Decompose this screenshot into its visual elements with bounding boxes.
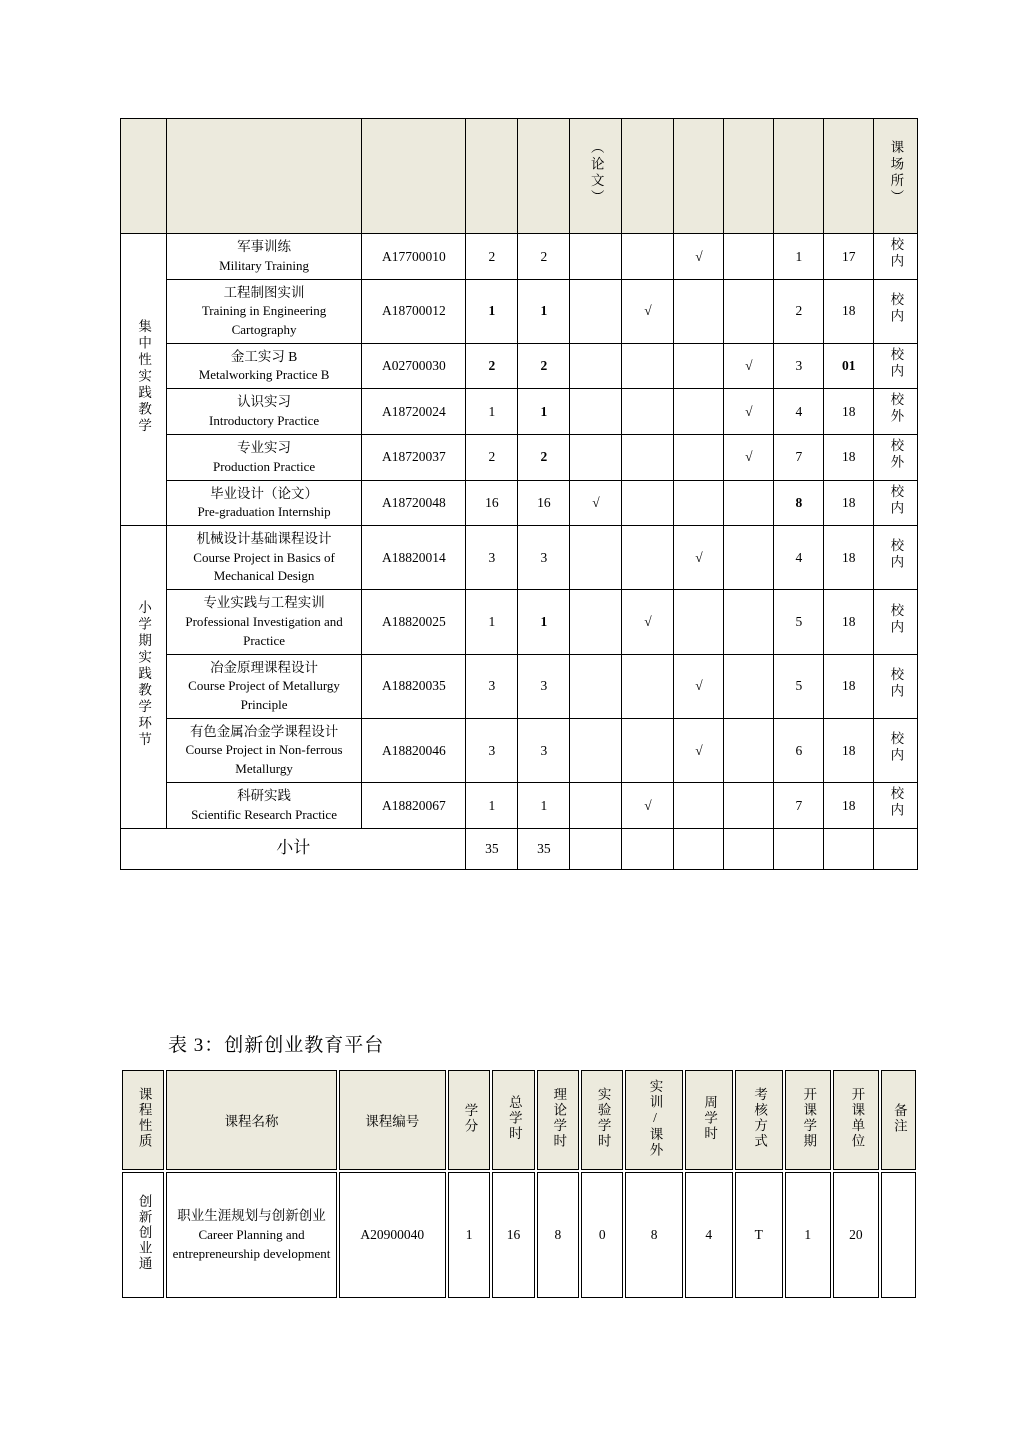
mark-a-cell (622, 434, 674, 480)
header-cell-course-name (166, 119, 362, 234)
remark-cell (881, 1172, 916, 1298)
table-row (121, 654, 918, 718)
mark-b-cell (674, 343, 724, 389)
subtotal-credits: 35 (466, 828, 518, 869)
term-cell: 7 (774, 783, 824, 829)
table-row (121, 279, 918, 343)
table-row (121, 783, 918, 829)
course-code-cell: A20900040 (339, 1172, 446, 1298)
course-code-cell: A18820025 (362, 590, 466, 654)
course-code-cell: A18820035 (362, 654, 466, 718)
subtotal-label: 小计 (121, 828, 466, 869)
course-code-cell: A18720048 (362, 480, 466, 526)
thesis-cell (570, 234, 622, 280)
header-cell-unit (824, 119, 874, 234)
hours-cell: 3 (518, 526, 570, 590)
unit-cell: 01 (824, 343, 874, 389)
thesis-cell (570, 279, 622, 343)
mark-a-cell: √ (622, 590, 674, 654)
thesis-cell (570, 526, 622, 590)
hours-cell: 1 (518, 783, 570, 829)
mark-c-cell (724, 480, 774, 526)
mark-c-cell (724, 783, 774, 829)
weekly-hours-cell: 4 (685, 1172, 733, 1298)
subtotal-a (622, 828, 674, 869)
mark-b-cell (674, 590, 724, 654)
unit-cell: 18 (824, 718, 874, 782)
thesis-cell (570, 434, 622, 480)
place-cell: 校外 (874, 389, 918, 435)
mark-a-cell (622, 234, 674, 280)
table-row (121, 389, 918, 435)
mark-c-cell (724, 718, 774, 782)
term-cell: 3 (774, 343, 824, 389)
mark-b-cell (674, 434, 724, 480)
term-cell: 5 (774, 654, 824, 718)
subtotal-term (774, 828, 824, 869)
unit-cell: 18 (824, 389, 874, 435)
course-name-cell: 专业实习 Production Practice (166, 434, 362, 480)
mark-a-cell (622, 526, 674, 590)
mark-a-cell: √ (622, 783, 674, 829)
credits-cell: 1 (466, 783, 518, 829)
course-code-cell: A18720037 (362, 434, 466, 480)
place-cell: 校内 (874, 279, 918, 343)
credits-cell: 3 (466, 654, 518, 718)
place-cell: 校内 (874, 480, 918, 526)
mark-b-cell (674, 389, 724, 435)
credits-cell: 3 (466, 718, 518, 782)
course-name-cell: 冶金原理课程设计 Course Project of Metallurgy Principle (166, 654, 362, 718)
header-cell-place: 课场所） (874, 119, 918, 234)
table-row (121, 480, 918, 526)
header-cell-credits (466, 119, 518, 234)
course-code-cell: A18700012 (362, 279, 466, 343)
place-cell: 校内 (874, 718, 918, 782)
header-cell-term (774, 119, 824, 234)
place-cell: 校内 (874, 783, 918, 829)
mark-c-cell: √ (724, 434, 774, 480)
credits-cell: 16 (466, 480, 518, 526)
place-cell: 校内 (874, 526, 918, 590)
credits-cell: 2 (466, 343, 518, 389)
mark-b-cell: √ (674, 718, 724, 782)
course-name-cell: 工程制图实训 Training in Engineering Cartography (166, 279, 362, 343)
mark-b-cell: √ (674, 654, 724, 718)
header-credits: 学分 (448, 1070, 490, 1170)
course-name-cell: 有色金属冶金学课程设计 Course Project in Non-ferrous Metallurgy (166, 718, 362, 782)
mark-b-cell (674, 279, 724, 343)
credits-cell: 1 (448, 1172, 490, 1298)
course-name-cell: 机械设计基础课程设计 Course Project in Basics of Mechanical Design (166, 526, 362, 590)
table-row (121, 234, 918, 280)
term-cell: 1 (774, 234, 824, 280)
subtotal-unit (824, 828, 874, 869)
hours-cell: 1 (518, 389, 570, 435)
nature-cell: 创新创业通 (122, 1172, 164, 1298)
mark-a-cell (622, 718, 674, 782)
hours-cell: 2 (518, 234, 570, 280)
header-cell-col-c (724, 119, 774, 234)
hours-cell: 3 (518, 654, 570, 718)
thesis-cell (570, 389, 622, 435)
credits-cell: 1 (466, 590, 518, 654)
unit-cell: 18 (824, 434, 874, 480)
course-name-cell: 专业实践与工程实训 Professional Investigation and Practice (166, 590, 362, 654)
hours-cell: 1 (518, 590, 570, 654)
mark-a-cell (622, 389, 674, 435)
header-experiment-hours: 实验学时 (581, 1070, 623, 1170)
table-header-row (121, 119, 918, 234)
place-cell: 校内 (874, 654, 918, 718)
hours-cell: 1 (518, 279, 570, 343)
table-row (121, 590, 918, 654)
practice-teaching-table-wrapper (120, 118, 918, 870)
unit-cell: 17 (824, 234, 874, 280)
hours-cell: 16 (518, 480, 570, 526)
subtotal-place (874, 828, 918, 869)
mark-b-cell (674, 480, 724, 526)
header-course-name: 课程名称 (166, 1070, 336, 1170)
term-cell: 1 (785, 1172, 831, 1298)
mark-a-cell (622, 480, 674, 526)
place-cell: 校内 (874, 234, 918, 280)
hours-cell: 3 (518, 718, 570, 782)
course-code-cell: A18820067 (362, 783, 466, 829)
course-name-cell: 金工实习 B Metalworking Practice B (166, 343, 362, 389)
thesis-cell (570, 654, 622, 718)
assessment-cell: T (735, 1172, 783, 1298)
table-row (121, 434, 918, 480)
department-cell: 20 (833, 1172, 879, 1298)
training-cell: 8 (625, 1172, 682, 1298)
header-cell-col-b (674, 119, 724, 234)
table2-header-row (122, 1070, 916, 1170)
hours-cell: 2 (518, 343, 570, 389)
mark-c-cell (724, 526, 774, 590)
credits-cell: 2 (466, 434, 518, 480)
subtotal-b (674, 828, 724, 869)
mark-b-cell: √ (674, 526, 724, 590)
group-label-concentrated: 集中性实践教学 (121, 234, 167, 526)
mark-c-cell: √ (724, 389, 774, 435)
unit-cell: 18 (824, 783, 874, 829)
thesis-cell (570, 590, 622, 654)
mark-a-cell: √ (622, 279, 674, 343)
theory-hours-cell: 8 (537, 1172, 579, 1298)
header-assessment: 考核方式 (735, 1070, 783, 1170)
table3-caption: 表 3：创新创业教育平台 (168, 1035, 385, 1056)
table-row (121, 526, 918, 590)
mark-c-cell (724, 234, 774, 280)
thesis-cell: √ (570, 480, 622, 526)
place-cell: 校内 (874, 590, 918, 654)
experiment-hours-cell: 0 (581, 1172, 623, 1298)
term-cell: 5 (774, 590, 824, 654)
credits-cell: 1 (466, 279, 518, 343)
header-remark: 备注 (881, 1070, 916, 1170)
mark-a-cell (622, 343, 674, 389)
term-cell: 6 (774, 718, 824, 782)
header-weekly-hours: 周学时 (685, 1070, 733, 1170)
mark-b-cell: √ (674, 234, 724, 280)
header-training: 实训/课外 (625, 1070, 682, 1170)
unit-cell: 18 (824, 526, 874, 590)
header-department: 开课单位 (833, 1070, 879, 1170)
mark-c-cell (724, 654, 774, 718)
thesis-cell (570, 718, 622, 782)
course-code-cell: A17700010 (362, 234, 466, 280)
place-cell: 校外 (874, 434, 918, 480)
subtotal-hours: 35 (518, 828, 570, 869)
table-row (121, 343, 918, 389)
thesis-cell (570, 783, 622, 829)
header-nature: 课程性质 (122, 1070, 164, 1170)
course-code-cell: A18820046 (362, 718, 466, 782)
header-theory-hours: 理论学时 (537, 1070, 579, 1170)
header-cell-nature (121, 119, 167, 234)
group-label-short-term: 小学期实践教学环节 (121, 526, 167, 829)
subtotal-row (121, 828, 918, 869)
mark-b-cell (674, 783, 724, 829)
subtotal-c (724, 828, 774, 869)
term-cell: 4 (774, 526, 824, 590)
credits-cell: 1 (466, 389, 518, 435)
course-name-cell: 科研实践 Scientific Research Practice (166, 783, 362, 829)
header-cell-thesis: （论文） (570, 119, 622, 234)
header-cell-hours (518, 119, 570, 234)
header-cell-course-code (362, 119, 466, 234)
course-name-cell: 职业生涯规划与创新创业 Career Planning and entrepreneurship development (166, 1172, 336, 1298)
course-name-cell: 军事训练 Military Training (166, 234, 362, 280)
subtotal-thesis (570, 828, 622, 869)
course-code-cell: A02700030 (362, 343, 466, 389)
course-code-cell: A18720024 (362, 389, 466, 435)
mark-c-cell (724, 590, 774, 654)
term-cell: 7 (774, 434, 824, 480)
term-cell: 4 (774, 389, 824, 435)
term-cell: 8 (774, 480, 824, 526)
thesis-cell (570, 343, 622, 389)
header-term: 开课学期 (785, 1070, 831, 1170)
unit-cell: 18 (824, 654, 874, 718)
term-cell: 2 (774, 279, 824, 343)
credits-cell: 2 (466, 234, 518, 280)
mark-c-cell (724, 279, 774, 343)
table-row (121, 718, 918, 782)
header-course-code: 课程编号 (339, 1070, 446, 1170)
credits-cell: 3 (466, 526, 518, 590)
unit-cell: 18 (824, 480, 874, 526)
unit-cell: 18 (824, 279, 874, 343)
total-hours-cell: 16 (492, 1172, 534, 1298)
header-cell-col-a (622, 119, 674, 234)
mark-a-cell (622, 654, 674, 718)
table2-row (122, 1172, 916, 1298)
innovation-platform-table (120, 1068, 918, 1300)
innovation-platform-table-wrapper (120, 1068, 918, 1300)
mark-c-cell: √ (724, 343, 774, 389)
practice-teaching-table (120, 118, 918, 870)
course-name-cell: 认识实习 Introductory Practice (166, 389, 362, 435)
place-cell: 校内 (874, 343, 918, 389)
course-code-cell: A18820014 (362, 526, 466, 590)
unit-cell: 18 (824, 590, 874, 654)
header-total-hours: 总学时 (492, 1070, 534, 1170)
course-name-cell: 毕业设计（论文） Pre-graduation Internship (166, 480, 362, 526)
hours-cell: 2 (518, 434, 570, 480)
